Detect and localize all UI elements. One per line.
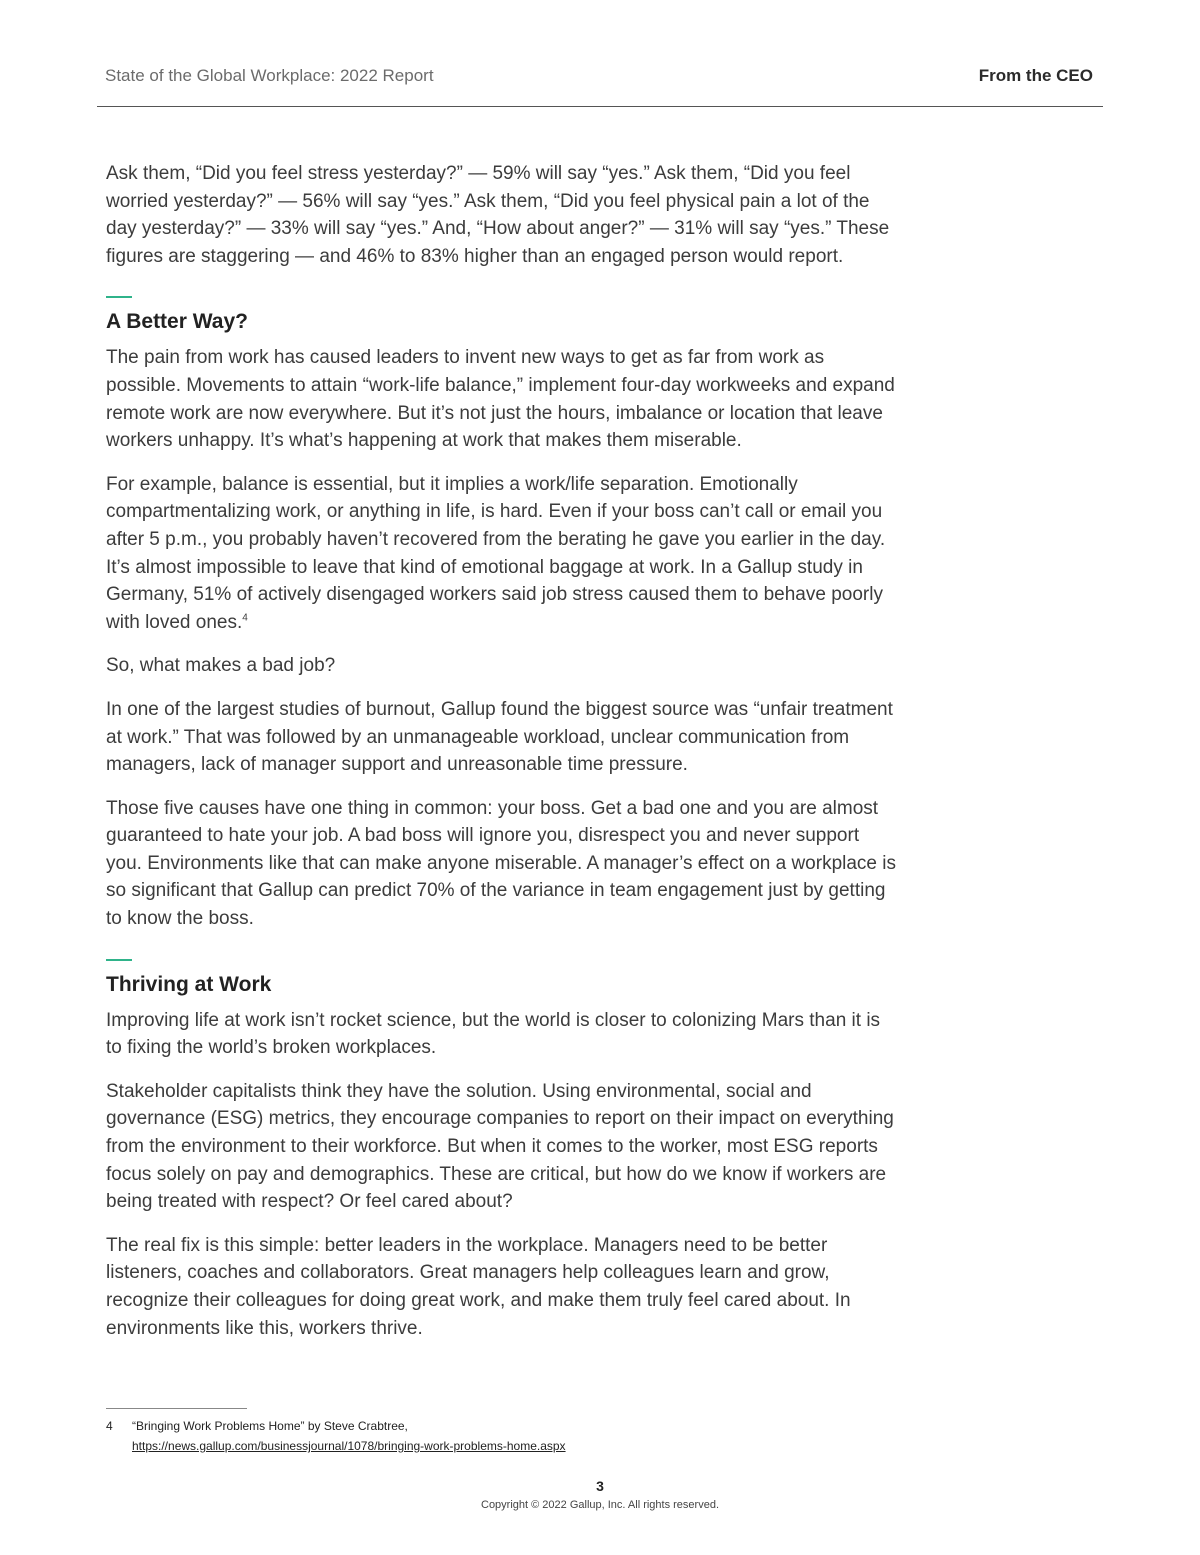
- copyright-notice: Copyright © 2022 Gallup, Inc. All rights reserved.: [481, 1499, 719, 1511]
- section-heading: Thriving at Work: [106, 972, 272, 996]
- footnote-link[interactable]: https://news.gallup.com/businessjournal/1078/bringing-work-problems-home.aspx: [132, 1439, 566, 1453]
- paragraph: Those five causes have one thing in common: your boss. Get a bad one and you are almost guaranteed to hate your job. A bad boss will ignore you, disrespect you and never support you. Environments like that can make anyone miserable. A manager’s effect on a workplace is so significant that Gallup can predict 70% of the variance in team engagement just by getting to know the boss.: [106, 797, 896, 930]
- paragraph-with-footnote: [106, 471, 896, 637]
- paragraph: So, what makes a bad job?: [106, 655, 336, 677]
- footnote-number: 4: [106, 1419, 113, 1433]
- article-body: [106, 160, 896, 1358]
- heading-accent-rule: [106, 296, 132, 298]
- paragraph-text: For example, balance is essential, but it implies a work/life separation. Emotionally compartmentalizing work, or anything in life, is hard. Even if your boss can’t call or email you after 5 p.m., you probably haven’t recovered from the berating he gave you earlier in the day. It’s almost impossible to leave that kind of emotional baggage at work. In a Gallup study in Germany, 51% of actively disengaged workers said job stress caused them to behave poorly with loved ones.: [106, 473, 886, 633]
- paragraph: The pain from work has caused leaders to invent new ways to get as far from work as possible. Movements to attain “work-life balance,” implement four-day workweeks and expand remote work are now everywhere. But it’s not just the hours, imbalance or location that leave workers unhappy. It’s what’s happening at work that makes them miserable.: [106, 347, 895, 452]
- intro-paragraph: Ask them, “Did you feel stress yesterday?” — 59% will say “yes.” Ask them, “Did you feel worried yesterday?” — 56% will say “yes.” Ask them, “Did you feel physical pain a lot of the day yesterday?” — 33% will say “yes.” And, “How about anger?” — 31% will say “yes.” These figures are staggering — and 46% to 83% higher than an engaged person would report.: [106, 163, 890, 267]
- paragraph: The real fix is this simple: better leaders in the workplace. Managers need to be better listeners, coaches and collaborators. Great managers help colleagues learn and grow, recognize their colleagues for doing great work, and make them truly feel cared about. In environments like this, workers thrive.: [106, 1234, 851, 1339]
- section-thriving-at-work: [106, 959, 896, 999]
- report-title: State of the Global Workplace: 2022 Report: [105, 66, 434, 85]
- paragraph: In one of the largest studies of burnout, Gallup found the biggest source was “unfair treatment at work.” That was followed by an unmanageable workload, unclear communication from managers, lack of manager support and unreasonable time pressure.: [106, 698, 893, 776]
- heading-accent-rule: [106, 959, 132, 961]
- page-number: 3: [596, 1478, 604, 1494]
- section-a-better-way: [106, 296, 896, 336]
- page-header: [97, 62, 1103, 107]
- footnote-text: “Bringing Work Problems Home” by Steve Crabtree,: [132, 1419, 408, 1433]
- section-heading: A Better Way?: [106, 310, 248, 334]
- footnote: [106, 1416, 566, 1456]
- paragraph: Stakeholder capitalists think they have the solution. Using environmental, social and governance (ESG) metrics, they encourage companies to report on their impact on everything from the environment to their workforce. But when it comes to the worker, most ESG reports focus solely on pay and demographics. These are critical, but how do we know if workers are being treated with respect? Or feel cared about?: [106, 1080, 894, 1213]
- paragraph: Improving life at work isn’t rocket science, but the world is closer to colonizing Mars than it is to fixing the world’s broken workplaces.: [106, 1009, 881, 1059]
- footnote-ref[interactable]: 4: [242, 612, 248, 624]
- section-title: From the CEO: [978, 66, 1093, 85]
- footnote-divider: [106, 1408, 247, 1409]
